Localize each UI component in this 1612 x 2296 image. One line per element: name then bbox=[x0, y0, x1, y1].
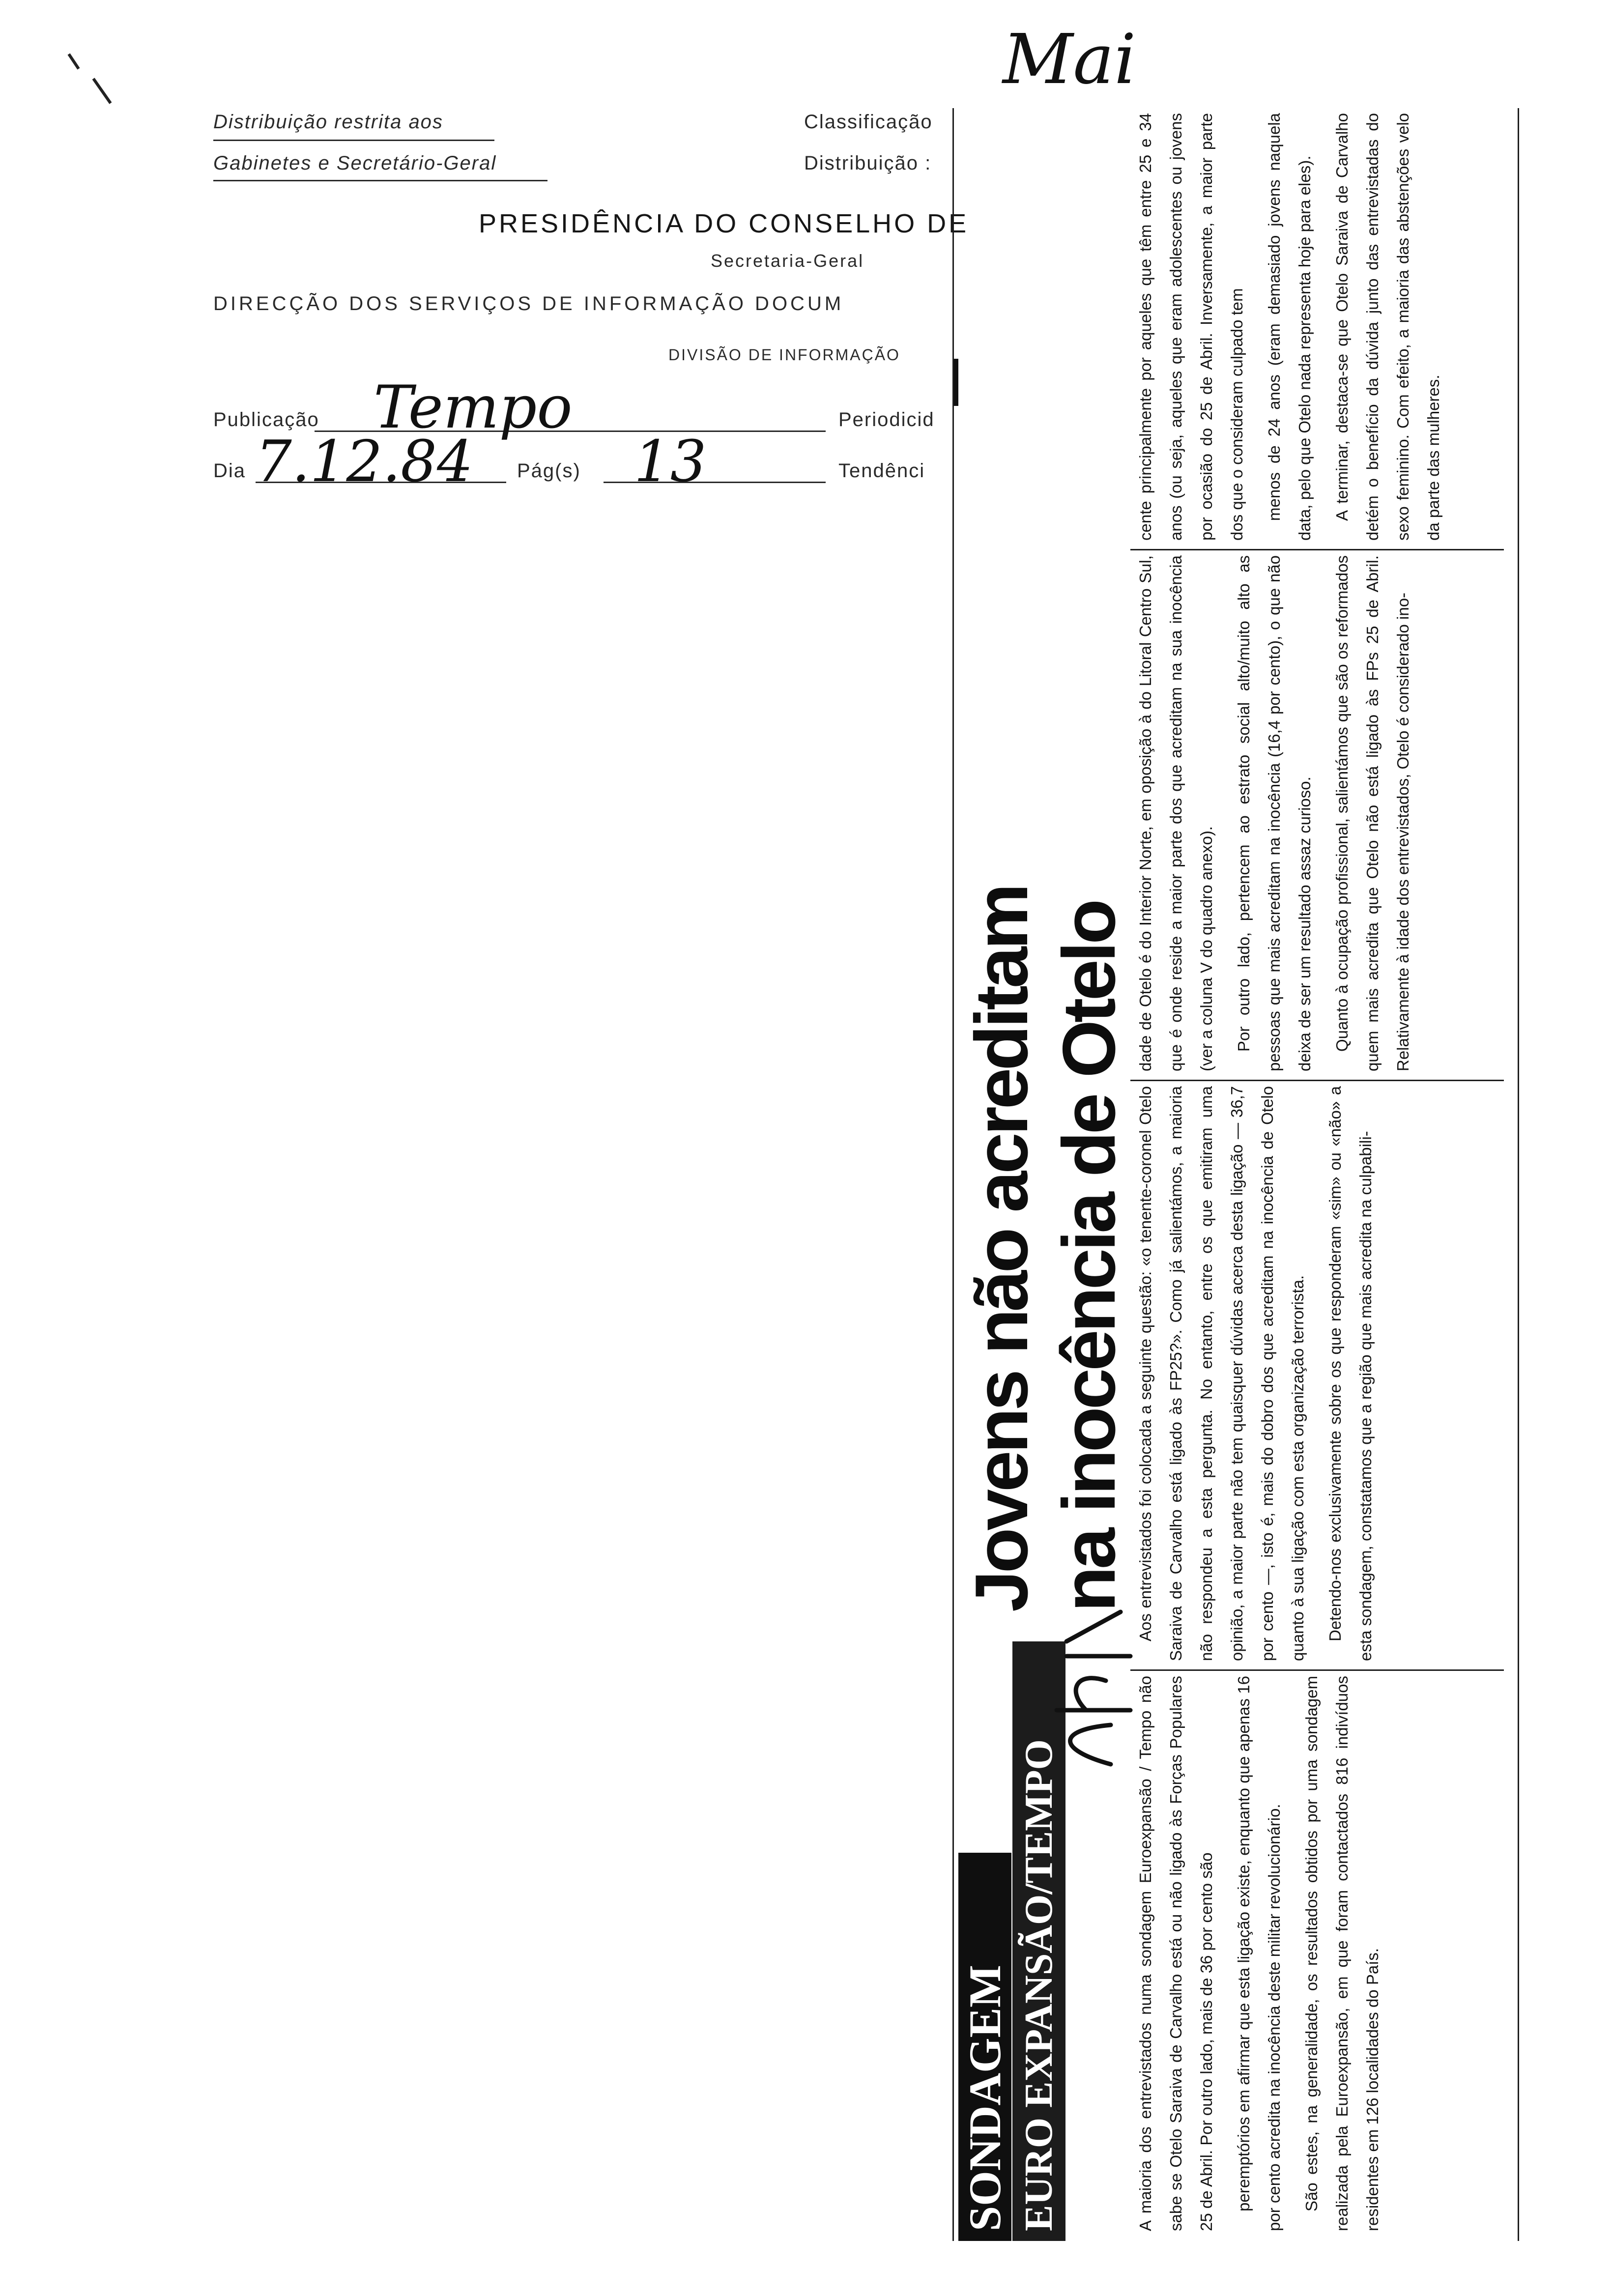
distribution-restricted-label: Distribuição restrita aos bbox=[213, 111, 443, 133]
column-4-paragraph: menos de 24 anos (eram demasiado jovens naquela data, pelo que Otelo nada representa hoje para eles). bbox=[1265, 113, 1314, 541]
banner-sondagem: SONDAGEM bbox=[958, 1853, 1011, 2241]
pages-handwritten: 13 bbox=[634, 429, 707, 495]
publication-label: Publicação bbox=[213, 409, 319, 430]
column-1-paragraph: peremptórios em afirmar que esta ligação existe, enquanto que apenas 16 por cento acredita na inocência deste militar revolucionário. bbox=[1235, 1676, 1283, 2231]
headline-line1: Jovens não acreditam bbox=[960, 886, 1043, 1612]
day-handwritten: 7.12.84 bbox=[256, 429, 473, 495]
column-3-paragraph: dade de Otelo é do Interior Norte, em oposição à do Litoral Centro Sul, que é onde reside a maior parte dos que acreditam na sua inocência (ver a coluna V do quadro anexo). bbox=[1136, 555, 1215, 1071]
column-divider bbox=[1130, 549, 1504, 550]
column-2-paragraph: Aos entrevistados foi colocada a seguinte questão: «o tenente-coronel Otelo Saraiva de Carvalho está ligado às FP25?». Como já salientámos, a maioria não respondeu a esta pergunta. No entanto, entre os que emitiram uma opinião, a maior parte não tem quaisquer dúvidas acerca desta ligação — 36,7 por cento —, isto é, mais do dobro dos que acreditam na inocência de Otelo quanto à sua ligação com esta organização terrorista. bbox=[1136, 1086, 1307, 1661]
headline-line2: na inocência de Otelo bbox=[1047, 901, 1131, 1612]
clipping-bottom-rule bbox=[1518, 108, 1519, 2241]
article-column-1 bbox=[1130, 1676, 1514, 2231]
tendency-label: Tendênci bbox=[838, 460, 925, 482]
distribution-label: Distribuição : bbox=[804, 152, 932, 174]
article-column-4 bbox=[1130, 113, 1514, 541]
handwritten-initials: Mai bbox=[1003, 20, 1136, 100]
handwritten-scribble bbox=[1037, 1602, 1135, 1769]
column-2-paragraph: Detendo-nos exclusivamente sobre os que responderam «sim» ou «não» a esta sondagem, constatamos que a região que mais acredita na culpabili- bbox=[1326, 1086, 1375, 1661]
column-4-paragraph: cente principalmente por aqueles que têm entre 25 e 34 anos (ou seja, aqueles que eram adolescentes ou jovens por ocasião do 25 de Abril. Inversamente, a maior parte dos que o consideram culpado tem bbox=[1136, 113, 1246, 541]
article-column-2 bbox=[1130, 1086, 1514, 1661]
column-divider bbox=[1130, 1669, 1504, 1671]
distribution-underline-2 bbox=[213, 180, 547, 181]
banner-euroexpansao: EURO EXPANSÃO/TEMPO bbox=[1012, 1641, 1065, 2241]
column-divider bbox=[1130, 1080, 1504, 1081]
article-column-3 bbox=[1130, 555, 1514, 1071]
periodicity-label: Periodicid bbox=[838, 409, 935, 430]
distribution-underline-1 bbox=[213, 140, 494, 141]
org-title: PRESIDÊNCIA DO CONSELHO DE bbox=[479, 209, 969, 238]
column-3-paragraph: Por outro lado, pertencem ao estrato social alto/muito alto as pessoas que mais acreditam na inocência (16,4 por cento), o que não deixa de ser um resultado assaz curioso. bbox=[1235, 555, 1314, 1071]
pages-label: Pág(s) bbox=[517, 460, 581, 482]
classification-label: Classificação bbox=[804, 111, 933, 133]
column-3-paragraph: Quanto à ocupação profissional, salientámos que são os reformados quem mais acredita que Otelo não está ligado às FPs 25 de Abril. Relativamente à idade dos entrevistados, Otelo é considerado ino- bbox=[1333, 555, 1412, 1071]
publication-handwritten: Tempo bbox=[374, 373, 573, 442]
stray-pen-mark bbox=[64, 49, 123, 108]
clipping-top-rule bbox=[952, 108, 954, 2241]
secretariat-label: Secretaria-Geral bbox=[711, 251, 864, 271]
distribution-recipients-label: Gabinetes e Secretário-Geral bbox=[213, 152, 497, 174]
directorate-label: DIRECÇÃO DOS SERVIÇOS DE INFORMAÇÃO DOCUM bbox=[213, 293, 844, 315]
day-label: Dia bbox=[213, 460, 246, 482]
column-4-paragraph: A terminar, destaca-se que Otelo Saraiva de Carvalho detém o benefício da dúvida junto das entrevistadas do sexo feminino. Com efeito, a maioria das abstenções velo da parte das mulheres. bbox=[1333, 113, 1442, 541]
column-1-paragraph: A maioria dos entrevistados numa sondagem Euroexpansão / Tempo não sabe se Otelo Saraiva de Carvalho está ou não ligado às Forças Populares 25 de Abril. Por outro lado, mais de 36 por cento são bbox=[1136, 1676, 1215, 2231]
column-1-paragraph: São estes, na generalidade, os resultados obtidos por uma sondagem realizada pela Euroexpansão, em que foram contactados 816 indivíduos residentes em 126 localidades do País. bbox=[1302, 1676, 1382, 2231]
division-label: DIVISÃO DE INFORMAÇÃO bbox=[668, 346, 900, 364]
newspaper-clipping bbox=[939, 108, 1528, 2241]
